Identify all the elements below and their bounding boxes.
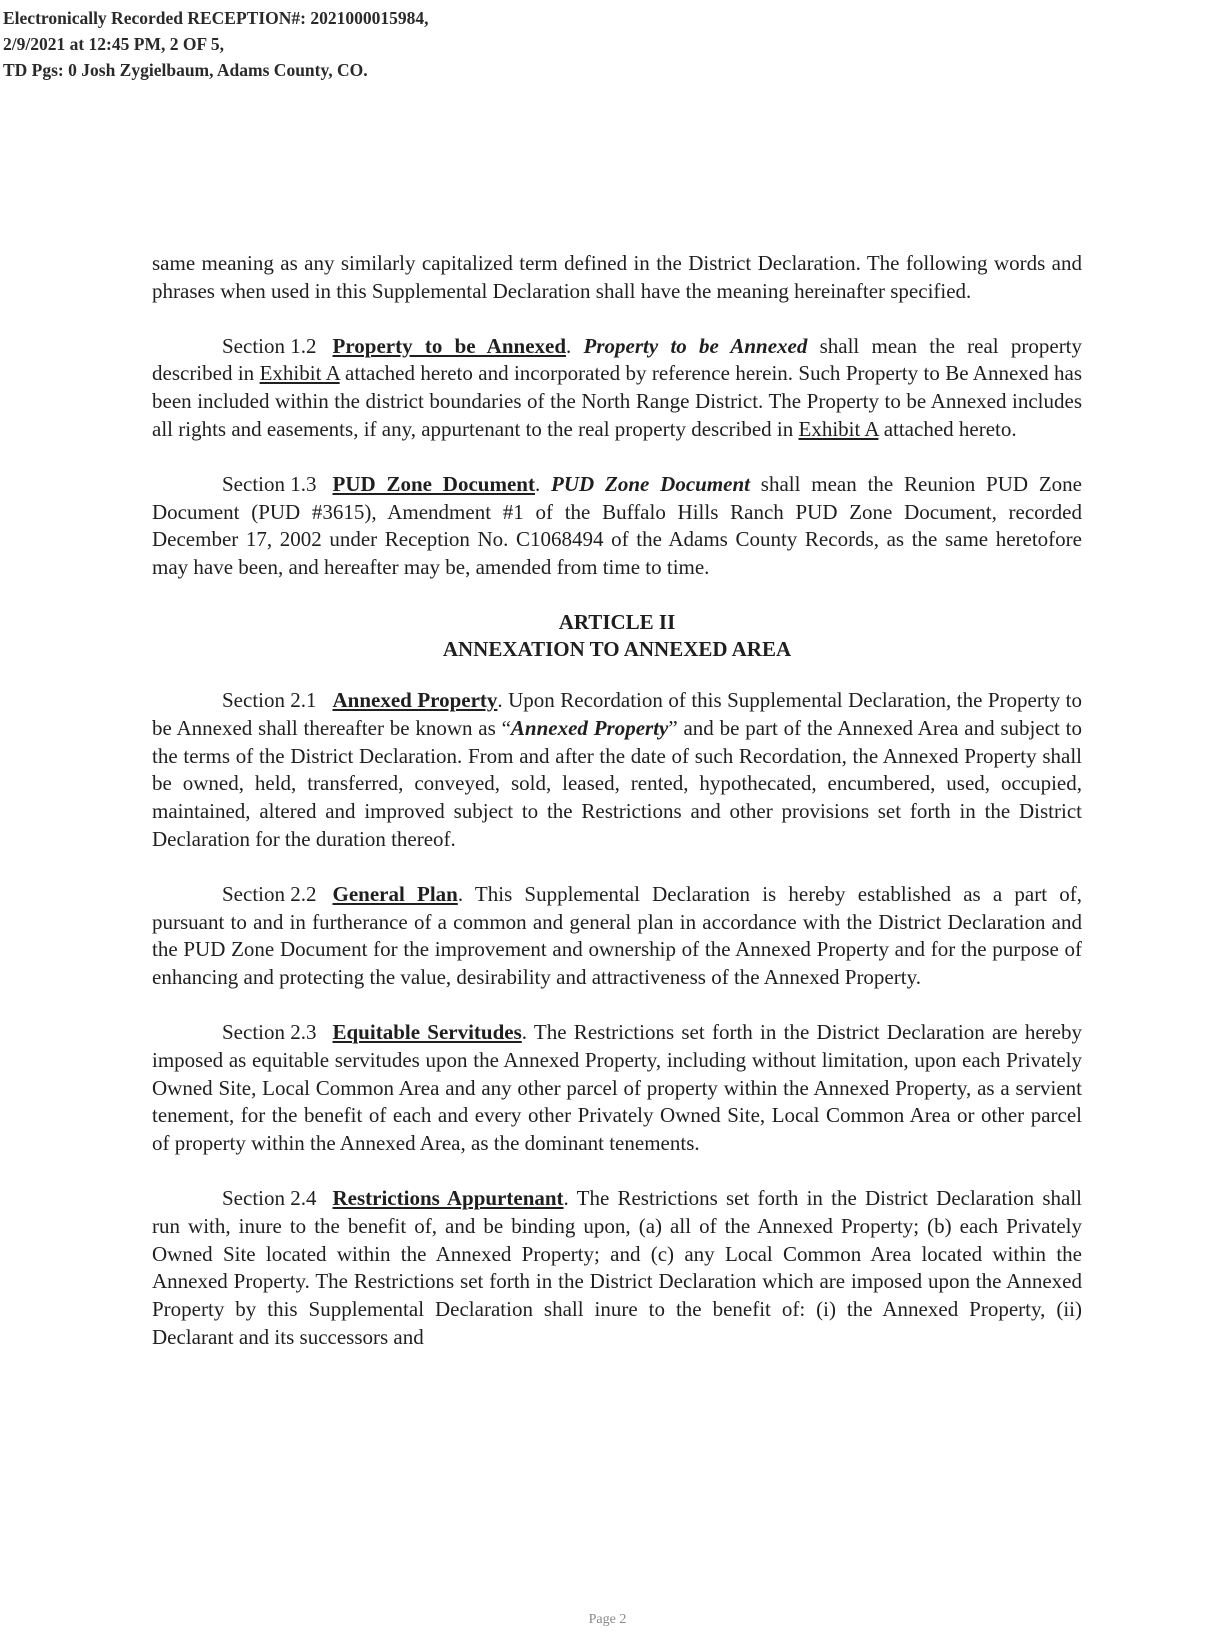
section-label: Section 2.4 <box>222 1185 317 1210</box>
section-title: PUD Zone Document <box>332 471 535 496</box>
document-body <box>152 250 1082 1379</box>
section-2-2: Section 2.2 General Plan. This Supplemental Declaration is hereby established as a part of, pursuant to and in furtherance of a common and general plan in accordance with the District Declaration and the PUD Zone Document for the improvement and ownership of the Annexed Property and for the purpose of enhancing and protecting the value, desirability and attractiveness of the Annexed Property. <box>152 881 1082 990</box>
section-2-4: Section 2.4 Restrictions Appurtenant. The Restrictions set forth in the District Declaration shall run with, inure to the benefit of, and be binding upon, (a) all of the Annexed Property; (b) each Privately Owned Site located within the Annexed Property; and (c) any Local Common Area located within the Annexed Property. The Restrictions set forth in the District Declaration which are imposed upon the Annexed Property by this Supplemental Declaration shall inure to the benefit of: (i) the Annexed Property, (ii) Declarant and its successors and <box>152 1185 1082 1349</box>
article-heading <box>152 609 1082 663</box>
section-title: Annexed Property <box>332 687 498 712</box>
section-label: Section 2.2 <box>222 881 317 906</box>
article-number: ARTICLE II <box>558 609 676 634</box>
section-2-3: Section 2.3 Equitable Servitudes. The Restrictions set forth in the District Declaration are hereby imposed as equitable servitudes upon the Annexed Property, including without limitation, upon each Privately Owned Site, Local Common Area and any other parcel of property within the Annexed Property, as a servient tenement, for the benefit of each and every other Privately Owned Site, Local Common Area or other parcel of property within the Annexed Area, as the dominant tenements. <box>152 1019 1082 1156</box>
section-title: Property to be Annexed <box>332 333 567 358</box>
defined-term: Property to be Annexed <box>583 333 808 358</box>
stamp-line-recorder: TD Pgs: 0 Josh Zygielbaum, Adams County, CO. <box>3 60 368 80</box>
exhibit-reference: Exhibit A <box>798 416 879 441</box>
section-title: General Plan <box>332 881 458 906</box>
defined-term: PUD Zone Document <box>551 471 750 496</box>
recording-stamp <box>3 5 428 83</box>
article-title: ANNEXATION TO ANNEXED AREA <box>442 636 792 661</box>
section-label: Section 2.1 <box>222 687 317 712</box>
section-1-3: Section 1.3 PUD Zone Document. PUD Zone Document shall mean the Reunion PUD Zone Document (PUD #3615), Amendment #1 of the Buffalo Hills Ranch PUD Zone Document, recorded December 17, 2002 under Reception No. C1068494 of the Adams County Records, as the same heretofore may have been, and hereafter may be, amended from time to time. <box>152 471 1082 580</box>
intro-paragraph: same meaning as any similarly capitalized term defined in the District Declaration. The following words and phrases when used in this Supplemental Declaration shall have the meaning hereinafter specified. <box>152 251 1082 303</box>
exhibit-reference: Exhibit A <box>259 361 340 386</box>
section-label: Section 1.2 <box>222 333 317 358</box>
section-label: Section 1.3 <box>222 471 317 496</box>
stamp-line-date: 2/9/2021 at 12:45 PM, 2 OF 5, <box>3 34 224 54</box>
page-footer: Page 2 <box>588 1612 627 1627</box>
stamp-line-reception: Electronically Recorded RECEPTION#: 2021000015984, <box>3 8 429 28</box>
section-title: Restrictions Appurtenant <box>332 1185 564 1210</box>
defined-term: Annexed Property <box>510 715 669 740</box>
section-1-2: Section 1.2 Property to be Annexed. Property to be Annexed shall mean the real property described in Exhibit A attached hereto and incorporated by reference herein. Such Property to Be Annexed has been included within the district boundaries of the North Range District. The Property to be Annexed includes all rights and easements, if any, appurtenant to the real property described in Exhibit A attached hereto. <box>152 333 1083 441</box>
section-label: Section 2.3 <box>222 1019 317 1044</box>
section-title: Equitable Servitudes <box>332 1019 522 1044</box>
section-2-1: Section 2.1 Annexed Property. Upon Recordation of this Supplemental Declaration, the Property to be Annexed shall thereafter be known as “Annexed Property” and be part of the Annexed Area and subject to the terms of the District Declaration. From and after the date of such Recordation, the Annexed Property shall be owned, held, transferred, conveyed, sold, leased, rented, hypothecated, encumbered, used, occupied, maintained, altered and improved subject to the Restrictions and other provisions set forth in the District Declaration for the duration thereof. <box>152 687 1082 851</box>
